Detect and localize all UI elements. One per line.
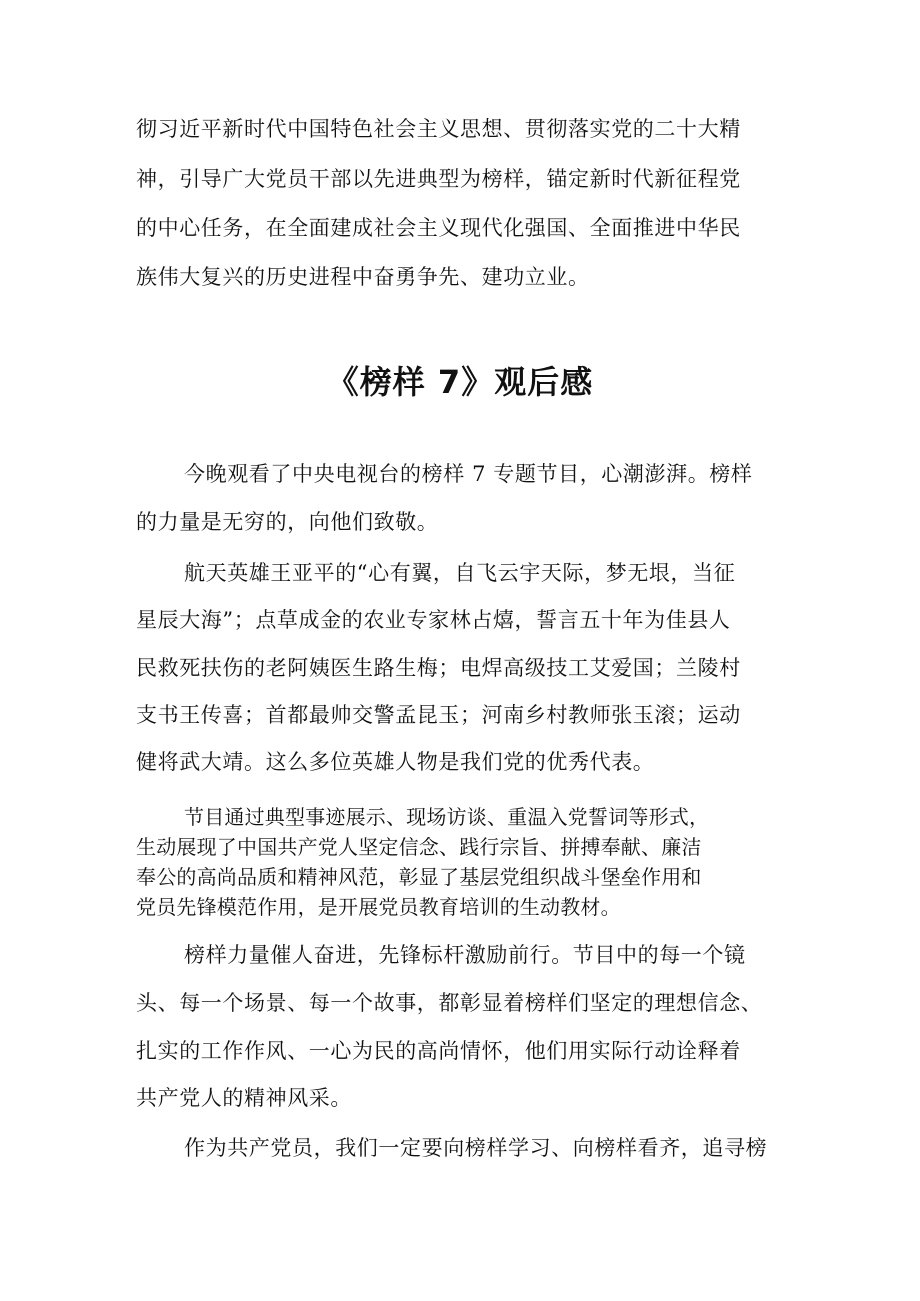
intro-line-3: 的中心任务，在全面建成社会主义现代化强国、全面推进中华民 [136, 216, 741, 240]
paragraph-1-line-1: 今晚观看了中央电视台的榜样 7 专题节目，心潮澎湃。榜样 [184, 462, 753, 486]
paragraph-2-line-1: 航天英雄王亚平的“心有翼，自飞云宇天际，梦无垠，当征 [184, 561, 736, 585]
paragraph-4-line-4: 共产党人的精神风采。 [136, 1086, 352, 1110]
paragraph-1-line-2: 的力量是无穷的，向他们致敬。 [136, 510, 439, 534]
paragraph-3-line-2: 生动展现了中国共产党人坚定信念、践行宗旨、拼搏奉献、廉洁 [136, 835, 702, 859]
paragraph-2-line-2: 星辰大海”；点草成金的农业专家林占熺，誓言五十年为佳县人 [136, 608, 731, 632]
intro-line-2: 神，引导广大党员干部以先进典型为榜样，锚定新时代新征程党 [136, 167, 741, 191]
intro-line-4: 族伟大复兴的历史进程中奋勇争先、建功立业。 [136, 265, 590, 289]
intro-line-1: 彻习近平新时代中国特色社会主义思想、贯彻落实党的二十大精 [136, 117, 741, 141]
paragraph-2-line-4: 支书王传喜；首都最帅交警孟昆玉；河南乡村教师张玉滚；运动 [136, 703, 741, 727]
paragraph-2-line-5: 健将武大靖。这么多位英雄人物是我们党的优秀代表。 [136, 750, 655, 774]
paragraph-3-line-1: 节目通过典型事迹展示、现场访谈、重温入党誓词等形式， [184, 805, 710, 829]
page-title: 《榜样 7》观后感 [326, 363, 594, 401]
paragraph-4-line-1: 榜样力量催人奋进，先锋标杆激励前行。节目中的每一个镜 [184, 943, 746, 967]
paragraph-5-line-1: 作为共产党员，我们一定要向榜样学习、向榜样看齐，追寻榜 [184, 1136, 768, 1160]
paragraph-3-line-3: 奉公的高尚品质和精神风范，彰显了基层党组织战斗堡垒作用和 [136, 865, 702, 889]
paragraph-4-line-2: 头、每一个场景、每一个故事，都彰显着榜样们坚定的理想信念、 [136, 991, 763, 1015]
paragraph-4-line-3: 扎实的工作作风、一心为民的高尚情怀，他们用实际行动诠释着 [136, 1039, 741, 1063]
paragraph-2-line-3: 民救死扶伤的老阿姨医生路生梅；电焊高级技工艾爱国；兰陵村 [136, 656, 741, 680]
paragraph-3-line-4: 党员先锋模范作用，是开展党员教育培训的生动教材。 [136, 895, 621, 919]
